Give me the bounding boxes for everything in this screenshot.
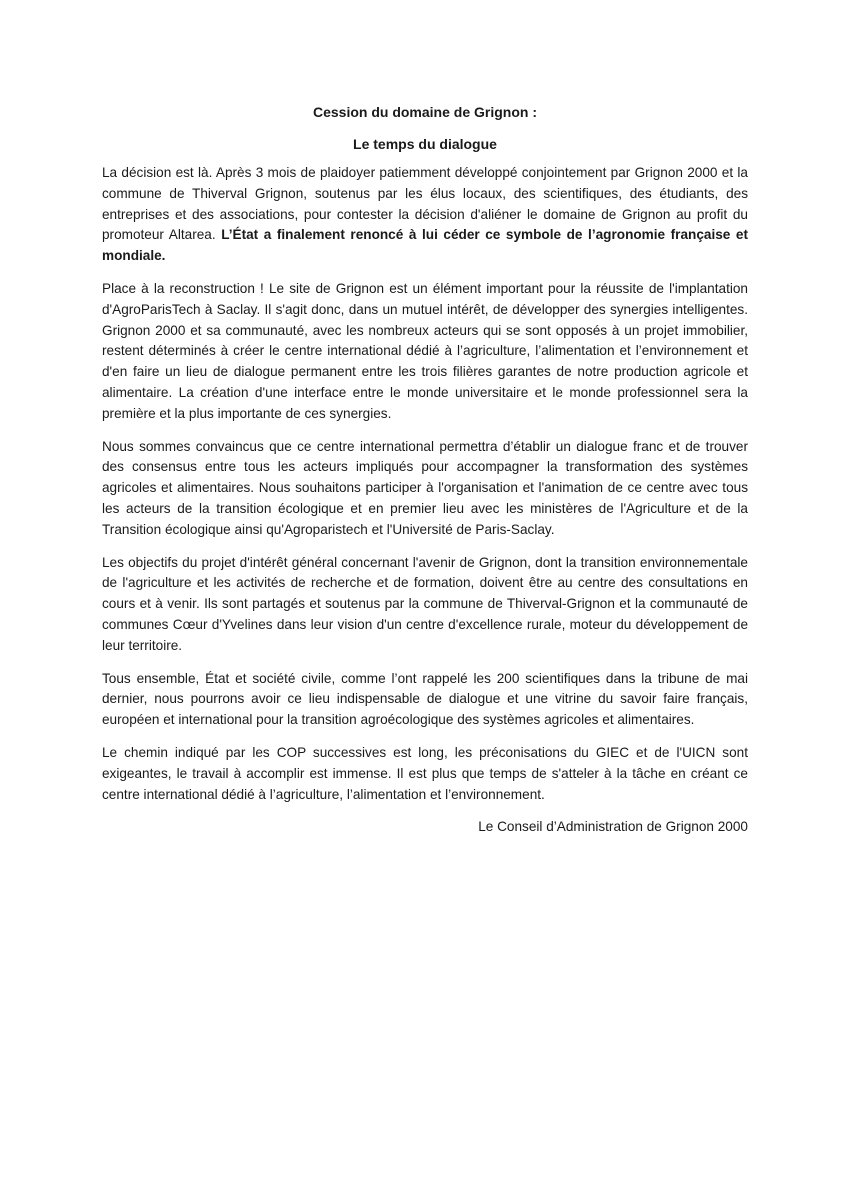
paragraph-5: Tous ensemble, État et société civile, comme l’ont rappelé les 200 scientifiques dans la tribune de mai dernier, nous pourrons avoir ce lieu indispensable de dialogue et une vitrine du savoir faire français, européen et international pour la transition agroécologique des systèmes agricoles et alimentaires. <box>102 670 748 728</box>
document-subtitle: Le temps du dialogue <box>353 136 497 152</box>
paragraph-1-text: La décision est là. Après 3 mois de plaidoyer patiemment développé conjointement par Grignon 2000 et la commune de Thiverval Grignon, soutenus par les élus locaux, des scientifiques, des étudiants, des entreprises et des associations, pour contester la décision d'aliéner le domaine de Grignon au profit du promoteur Altarea. <box>102 165 748 243</box>
paragraph-4: Les objectifs du projet d'intérêt général concernant l'avenir de Grignon, dont la transition environnementale de l'agriculture et les activités de recherche et de formation, doivent être au centre des consultations en cours et à venir. Ils sont partagés et soutenus par la commune de Thiverval-Grignon et la communauté de communes Cœur d'Yvelines dans leur vision d'un centre d'excellence rurale, moteur du développement de leur territoire. <box>102 554 748 653</box>
paragraph-3: Nous sommes convaincus que ce centre international permettra d’établir un dialogue franc et de trouver des consensus entre tous les acteurs impliqués pour accompagner la transformation des systèmes agricoles et alimentaires. Nous souhaitons participer à l'organisation et l'animation de ce centre avec tous les acteurs de la transition écologique et en premier lieu avec les ministères de l'Agriculture et de la Transition écologique ainsi qu'Agroparistech et l'Université de Paris-Saclay. <box>102 438 748 537</box>
paragraph-1-bold-statement: L’État a finalement renoncé à lui céder ce symbole de l’agronomie française et mondiale. <box>102 227 749 264</box>
signature: Le Conseil d’Administration de Grignon 2000 <box>478 819 748 835</box>
paragraph-2: Place à la reconstruction ! Le site de Grignon est un élément important pour la réussite de l'implantation d'AgroParisTech à Saclay. Il s'agit donc, dans un mutuel intérêt, de développer des synergies intelligentes. Grignon 2000 et sa communauté, avec les nombreux acteurs qui se sont opposés à un projet immobilier, restent déterminés à créer le centre international dédié à l’agriculture, l’alimentation et l’environnement et d'en faire un lieu de dialogue permanent entre les trois filières garantes de notre production agricole et alimentaire. La création d'une interface entre le monde universitaire et le monde professionnel sera la première et la plus importante de ces synergies. <box>102 280 748 421</box>
paragraph-6: Le chemin indiqué par les COP successives est long, les préconisations du GIEC et de l'UICN sont exigeantes, le travail à accomplir est immense. Il est plus que temps de s'atteler à la tâche en créant ce centre international dédié à l’agriculture, l’alimentation et l’environnement. <box>102 744 748 802</box>
document-title: Cession du domaine de Grignon : <box>312 104 537 120</box>
document-body <box>102 101 748 838</box>
paragraph-1 <box>102 163 748 267</box>
